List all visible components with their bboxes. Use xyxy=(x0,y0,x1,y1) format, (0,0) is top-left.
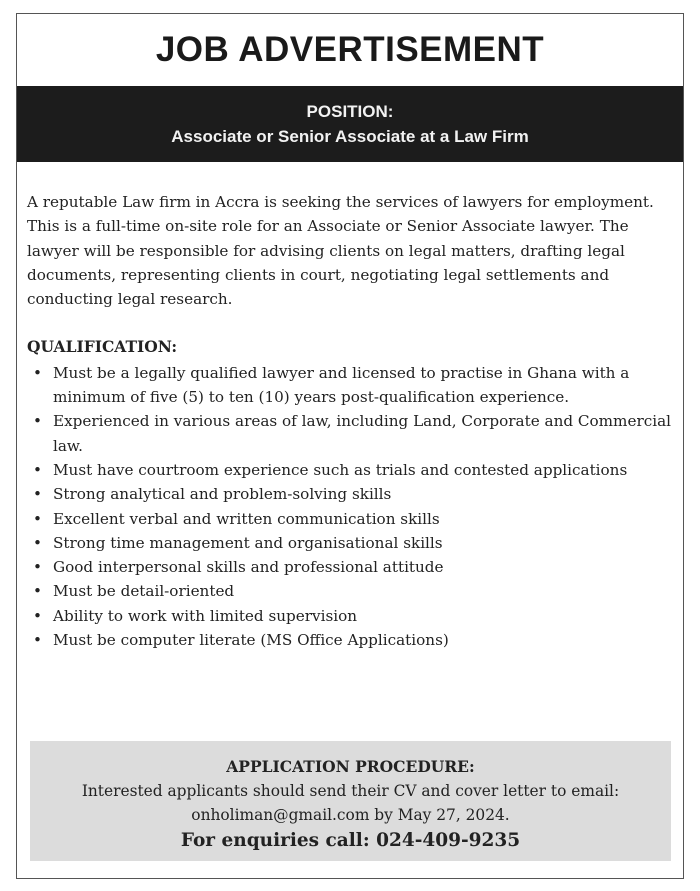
content-body xyxy=(17,162,683,652)
list-item-text: Excellent verbal and written communication skills xyxy=(53,509,440,528)
intro-section xyxy=(27,190,673,311)
advertisement-frame xyxy=(16,13,684,879)
list-item xyxy=(27,531,673,555)
bullet-icon: • xyxy=(33,582,42,601)
application-procedure-box xyxy=(30,741,671,861)
list-item-text: Must have courtroom experience such as trials and contested applications xyxy=(53,460,628,479)
position-banner xyxy=(17,86,683,162)
bullet-icon: • xyxy=(33,558,42,577)
enquiries-phone: For enquiries call: 024-409-9235 xyxy=(180,830,521,851)
list-item xyxy=(27,628,673,652)
bullet-icon: • xyxy=(33,460,42,479)
bullet-icon: • xyxy=(33,363,42,382)
intro-paragraph: This is a full-time on-site role for an Associate or Senior Associate lawyer. The lawyer will be responsible for advising clients on legal matters, drafting legal documents, representing clients in court, negotiating legal settlements and conducting legal research. xyxy=(27,217,629,309)
list-item-text: Must be a legally qualified lawyer and licensed to practise in Ghana with a minimum of five (5) to ten (10) years post-qualification experience. xyxy=(53,363,630,407)
list-item-text: Good interpersonal skills and professional attitude xyxy=(53,558,444,577)
bullet-icon: • xyxy=(33,606,42,625)
list-item-text: Must be computer literate (MS Office Applications) xyxy=(53,631,449,650)
list-item xyxy=(27,555,673,579)
application-email-deadline: onholiman@gmail.com by May 27, 2024. xyxy=(191,806,510,824)
page-title: JOB ADVERTISEMENT xyxy=(155,30,545,69)
list-item-text: Strong analytical and problem-solving skills xyxy=(53,485,392,504)
list-item-text: Ability to work with limited supervision xyxy=(53,606,358,625)
intro-paragraph: A reputable Law firm in Accra is seeking the services of lawyers for employment. xyxy=(27,193,654,211)
list-item xyxy=(27,482,673,506)
position-label: POSITION: xyxy=(306,102,394,121)
bullet-icon: • xyxy=(33,631,42,650)
list-item xyxy=(27,409,673,458)
list-item xyxy=(27,458,673,482)
qualification-heading: QUALIFICATION: xyxy=(27,337,178,357)
list-item-text: Experienced in various areas of law, including Land, Corporate and Commercial law. xyxy=(53,412,671,455)
list-item xyxy=(27,507,673,531)
bullet-icon: • xyxy=(33,412,42,431)
position-role: Associate or Senior Associate at a Law Firm xyxy=(171,127,529,146)
bullet-icon: • xyxy=(33,485,42,504)
list-item-text: Must be detail-oriented xyxy=(53,582,235,601)
application-instructions: Interested applicants should send their CV and cover letter to email: xyxy=(81,782,620,800)
list-item xyxy=(27,579,673,603)
bullet-icon: • xyxy=(33,509,42,528)
bullet-icon: • xyxy=(33,533,42,552)
qualification-list xyxy=(27,361,673,653)
list-item-text: Strong time management and organisational skills xyxy=(53,533,443,552)
list-item xyxy=(27,361,673,410)
list-item xyxy=(27,604,673,628)
application-heading: APPLICATION PROCEDURE: xyxy=(226,757,475,776)
